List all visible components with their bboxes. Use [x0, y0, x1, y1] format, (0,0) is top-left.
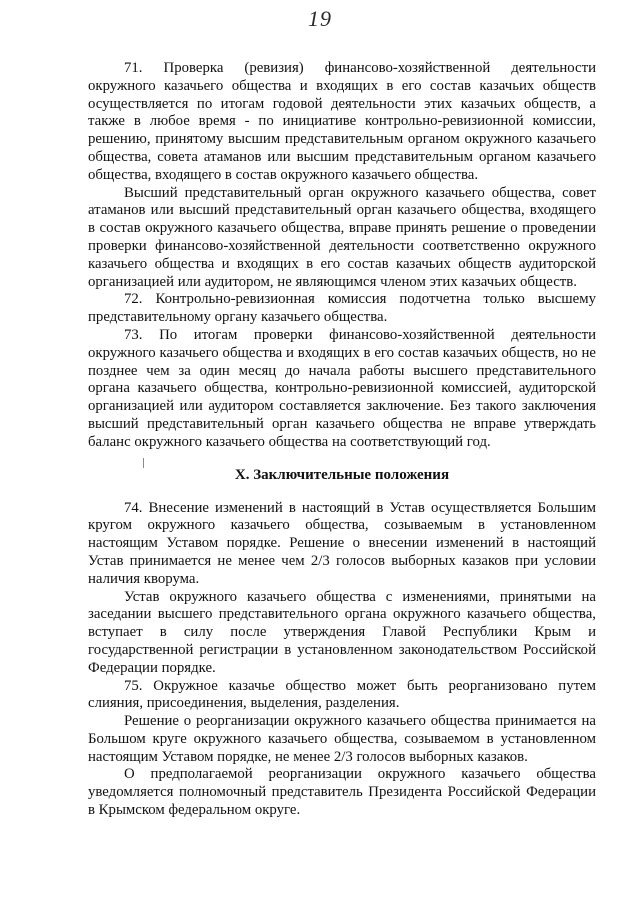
- paragraph-75-notification: О предполагаемой реорганизации окружного казачьего общества уведомляется полномочный представитель Президента Российской Федерации в Крымском федеральном округе.: [88, 766, 596, 819]
- paragraph-74-entry-into-force: Устав окружного казачьего общества с изменениями, принятыми на заседании высшего представительного органа окружного казачьего общества, вступает в силу после утверждения Главой Республики Крым и государственной регистрации в установленном законодательством Российской Федерации порядке.: [88, 588, 596, 676]
- paragraph-73: 73. По итогам проверки финансово-хозяйственной деятельности окружного казачьего общества и входящих в его состав казачьих обществ, но не позднее чем за один месяц до начала работы высшего представительного органа казачьего общества, контрольно-ревизионной комиссией, аудиторской организацией или аудитором составляется заключение. Без такого заключения высший представительный орган казачьего общества не вправе утверждать баланс окружного казачьего общества на соответствующий год.: [88, 326, 596, 450]
- page-number: 19: [308, 6, 332, 31]
- paragraph-71: 71. Проверка (ревизия) финансово-хозяйственной деятельности окружного казачьего общества и входящих в его состав казачьих обществ осуществляется по итогам годовой деятельности этих казачьих обществ, а также в любое время - по инициативе контрольно-ревизионной комиссии, решению, принятому высшим представительным органом окружного казачьего общества, совета атаманов или высшим представительным органом казачьего общества, входящего в состав окружного казачьего общества.: [88, 60, 596, 183]
- document-body: [88, 60, 596, 820]
- section-heading-final-provisions: X. Заключительные положения: [234, 466, 450, 483]
- paragraph-75: 75. Окружное казачье общество может быть реорганизовано путем слияния, присоединения, выделения, разделения.: [88, 677, 596, 712]
- paragraph-75-decision: Решение о реорганизации окружного казачьего общества принимается на Большом круге окружного казачьего общества, созываемом в установленном настоящим Уставом порядке, не менее 2/3 голосов выборных казаков.: [88, 713, 596, 765]
- paragraph-74: 74. Внесение изменений в настоящий в Устав осуществляется Большим кругом окружного казачьего общества, созываемым в установленном настоящим Уставом порядке. Решение о внесении изменений в настоящий Устав принимается не менее чем 2/3 голосов выборных казаков при условии наличия кворума.: [88, 499, 596, 587]
- paragraph-71-audit: Высший представительный орган окружного казачьего общества, совет атаманов или высший представительный орган казачьего общества, входящего в состав окружного казачьего общества, вправе принять решение о проведении проверки финансово-хозяйственной деятельности соответственно окружного казачьего общества и входящих в его состав казачьих обществ аудиторской организацией или аудитором, не являющимся членом этих казачьих обществ.: [88, 184, 596, 290]
- scan-artifact-mark: [143, 458, 144, 468]
- paragraph-72: 72. Контрольно-ревизионная комиссия подотчетна только высшему представительному органу казачьего общества.: [88, 291, 596, 326]
